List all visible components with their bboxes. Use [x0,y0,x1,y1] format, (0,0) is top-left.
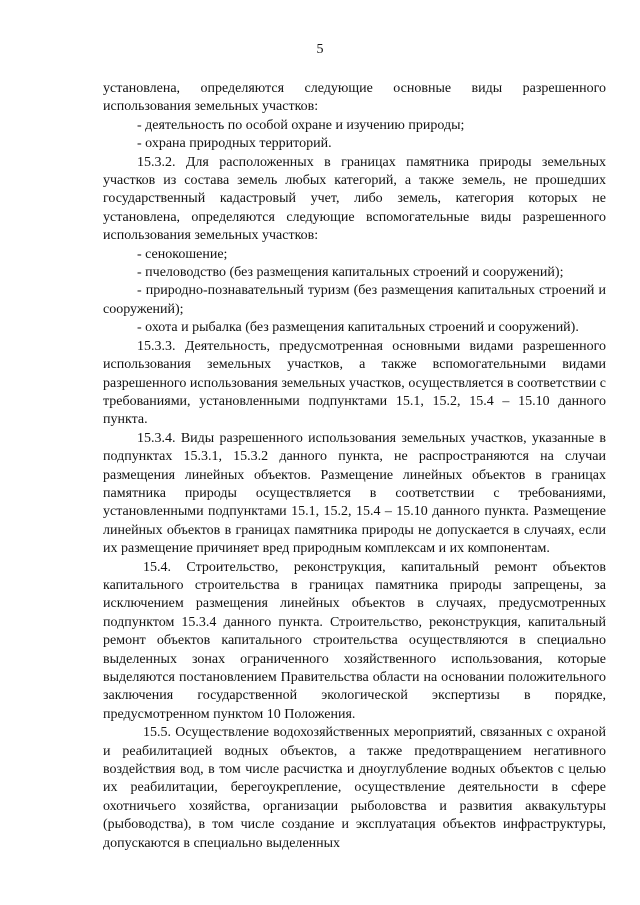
list-item: - охота и рыбалка (без размещения капитальных строений и сооружений). [137,320,579,336]
list-item: - природно-познавательный туризм (без размещения капитальных строений и сооружений); [103,283,606,317]
paragraph-15-3-3: 15.3.3. Деятельность, предусмотренная основными видами разрешенного использования земельных участков, а также вспомогательными видами разрешенного использования земельных участков, осуществляется в соответствии с требованиями, установленными подпунктами 15.1, 15.2, 15.4 – 15.10 данного пункта. [103,338,606,428]
page-number: 5 [316,42,324,57]
document-body [103,80,606,853]
list-item: - деятельность по особой охране и изучению природы; [137,117,465,133]
paragraph-15-4: 15.4. Строительство, реконструкция, капитальный ремонт объектов капитального строительства в границах памятника природы запрещены, за исключением размещения линейных объектов в случаях, предусмотренных подпунктом 15.3.4 данного пункта. Строительство, реконструкция, капитальный ремонт объектов капитального строительства осуществляются в специально выделенных зонах ограниченного хозяйственного использования, которые выделяются постановлением Правительства области на основании положительного заключения государственной экологической экспертизы в порядке, предусмотренном пунктом 10 Положения. [103,559,606,722]
list-item: - сенокошение; [137,246,228,262]
paragraph-15-3-4: 15.3.4. Виды разрешенного использования земельных участков, указанные в подпунктах 15.3.1, 15.3.2 данного пункта, не распространяются на случаи размещения линейных объектов. Размещение линейных объектов в границах памятника природы осуществляется в соответствии с требованиями, установленными подпунктами 15.1, 15.2, 15.4 – 15.10 данного пункта. Размещение линейных объектов в границах памятника природы не допускается в случаях, если их размещение причиняет вред природным комплексам и их компонентам. [103,430,606,557]
list-item: - пчеловодство (без размещения капитальных строений и сооружений); [137,265,564,281]
list-item: - охрана природных территорий. [137,136,332,152]
paragraph-15-5: 15.5. Осуществление водохозяйственных мероприятий, связанных с охраной и реабилитацией водных объектов, а также предотвращением негативного воздействия вод, в том числе расчистка и дноуглубление водных объектов с целью их реабилитации, берегоукрепление, осуществление деятельности в сфере охотничьего хозяйства, организации рыболовства и развития аквакультуры (рыбоводства), в том числе создание и эксплуатация объектов инфраструктуры, допускаются в специально выделенных [103,725,606,851]
paragraph-15-3-2: 15.3.2. Для расположенных в границах памятника природы земельных участков из состава земель любых категорий, а также земель, не прошедших государственный кадастровый учет, либо земель, категория которых не установлена, определяются следующие вспомогательные виды разрешенного использования земельных участков: [103,154,606,244]
paragraph-intro: установлена, определяются следующие основные виды разрешенного использования земельных участков: [103,81,606,115]
